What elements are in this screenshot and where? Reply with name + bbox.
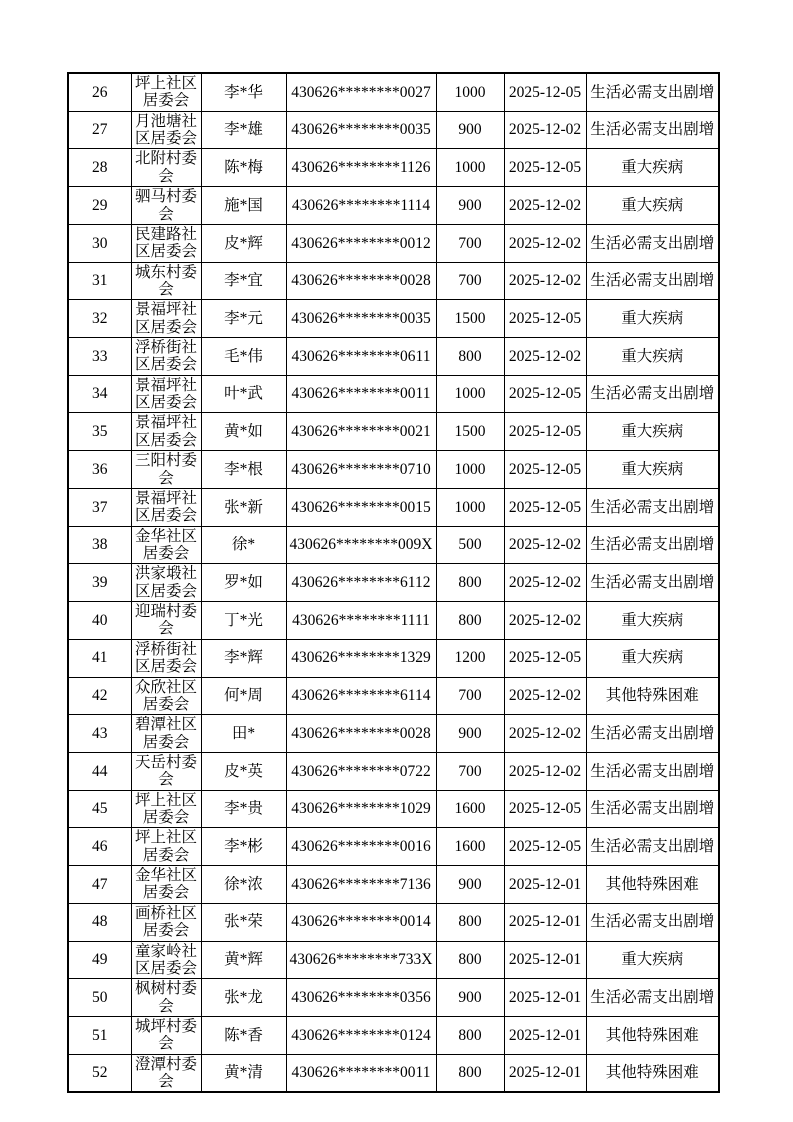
assistance-table — [67, 72, 720, 1093]
cell-serial-number: 42 — [68, 677, 131, 715]
cell-id-number: 430626********0710 — [286, 451, 436, 489]
cell-serial-number: 51 — [68, 1016, 131, 1054]
cell-person-name: 叶*武 — [201, 375, 286, 413]
cell-person-name: 皮*英 — [201, 752, 286, 790]
cell-serial-number: 32 — [68, 300, 131, 338]
cell-date: 2025-12-02 — [504, 262, 586, 300]
cell-serial-number: 40 — [68, 602, 131, 640]
cell-reason: 重大疾病 — [586, 639, 719, 677]
table-row — [68, 224, 719, 262]
cell-village-committee: 景福坪社区居委会 — [131, 413, 201, 451]
cell-amount: 700 — [436, 224, 504, 262]
cell-serial-number: 52 — [68, 1054, 131, 1092]
cell-village-committee: 金华社区居委会 — [131, 526, 201, 564]
cell-amount: 700 — [436, 262, 504, 300]
cell-village-committee: 坪上社区居委会 — [131, 790, 201, 828]
cell-date: 2025-12-02 — [504, 111, 586, 149]
cell-amount: 1000 — [436, 375, 504, 413]
cell-date: 2025-12-05 — [504, 790, 586, 828]
cell-date: 2025-12-01 — [504, 941, 586, 979]
cell-serial-number: 29 — [68, 187, 131, 225]
cell-date: 2025-12-05 — [504, 300, 586, 338]
cell-person-name: 黄*辉 — [201, 941, 286, 979]
cell-reason: 生活必需支出剧增 — [586, 752, 719, 790]
cell-village-committee: 景福坪社区居委会 — [131, 375, 201, 413]
cell-reason: 重大疾病 — [586, 338, 719, 376]
cell-amount: 900 — [436, 715, 504, 753]
table-row — [68, 979, 719, 1017]
cell-date: 2025-12-02 — [504, 338, 586, 376]
cell-serial-number: 47 — [68, 866, 131, 904]
cell-serial-number: 36 — [68, 451, 131, 489]
cell-serial-number: 37 — [68, 488, 131, 526]
cell-village-committee: 迎瑞村委会 — [131, 602, 201, 640]
cell-serial-number: 43 — [68, 715, 131, 753]
cell-amount: 1600 — [436, 790, 504, 828]
cell-reason: 生活必需支出剧增 — [586, 224, 719, 262]
cell-person-name: 李*根 — [201, 451, 286, 489]
cell-reason: 重大疾病 — [586, 451, 719, 489]
cell-amount: 900 — [436, 979, 504, 1017]
cell-id-number: 430626********0356 — [286, 979, 436, 1017]
table-row — [68, 715, 719, 753]
cell-amount: 1000 — [436, 451, 504, 489]
cell-village-committee: 城东村委会 — [131, 262, 201, 300]
cell-reason: 重大疾病 — [586, 300, 719, 338]
table-row — [68, 300, 719, 338]
cell-id-number: 430626********733X — [286, 941, 436, 979]
cell-amount: 900 — [436, 866, 504, 904]
cell-serial-number: 31 — [68, 262, 131, 300]
cell-date: 2025-12-01 — [504, 866, 586, 904]
table-row — [68, 111, 719, 149]
table-row — [68, 187, 719, 225]
assistance-table-body — [68, 73, 719, 1092]
cell-reason: 其他特殊困难 — [586, 677, 719, 715]
cell-amount: 800 — [436, 602, 504, 640]
cell-reason: 生活必需支出剧增 — [586, 526, 719, 564]
cell-village-committee: 景福坪社区居委会 — [131, 300, 201, 338]
cell-serial-number: 30 — [68, 224, 131, 262]
cell-village-committee: 城坪村委会 — [131, 1016, 201, 1054]
cell-id-number: 430626********7136 — [286, 866, 436, 904]
table-row — [68, 602, 719, 640]
cell-amount: 1000 — [436, 149, 504, 187]
cell-person-name: 徐*浓 — [201, 866, 286, 904]
cell-person-name: 陈*香 — [201, 1016, 286, 1054]
cell-village-committee: 金华社区居委会 — [131, 866, 201, 904]
cell-reason: 重大疾病 — [586, 941, 719, 979]
cell-person-name: 张*荣 — [201, 903, 286, 941]
cell-amount: 800 — [436, 941, 504, 979]
cell-village-committee: 天岳村委会 — [131, 752, 201, 790]
table-row — [68, 752, 719, 790]
cell-id-number: 430626********0015 — [286, 488, 436, 526]
cell-village-committee: 碧潭社区居委会 — [131, 715, 201, 753]
cell-reason: 重大疾病 — [586, 413, 719, 451]
cell-reason: 重大疾病 — [586, 602, 719, 640]
cell-amount: 800 — [436, 903, 504, 941]
cell-id-number: 430626********0722 — [286, 752, 436, 790]
cell-id-number: 430626********0012 — [286, 224, 436, 262]
cell-amount: 1000 — [436, 73, 504, 111]
cell-date: 2025-12-05 — [504, 149, 586, 187]
cell-person-name: 李*辉 — [201, 639, 286, 677]
cell-reason: 生活必需支出剧增 — [586, 262, 719, 300]
cell-date: 2025-12-05 — [504, 828, 586, 866]
cell-amount: 500 — [436, 526, 504, 564]
cell-serial-number: 48 — [68, 903, 131, 941]
cell-village-committee: 景福坪社区居委会 — [131, 488, 201, 526]
cell-reason: 生活必需支出剧增 — [586, 564, 719, 602]
table-row — [68, 677, 719, 715]
cell-village-committee: 洪家塅社区居委会 — [131, 564, 201, 602]
cell-reason: 其他特殊困难 — [586, 866, 719, 904]
cell-reason: 生活必需支出剧增 — [586, 111, 719, 149]
table-row — [68, 413, 719, 451]
cell-village-committee: 月池塘社区居委会 — [131, 111, 201, 149]
cell-person-name: 李*彬 — [201, 828, 286, 866]
cell-date: 2025-12-01 — [504, 979, 586, 1017]
cell-village-committee: 坪上社区居委会 — [131, 828, 201, 866]
cell-amount: 1200 — [436, 639, 504, 677]
cell-id-number: 430626********0035 — [286, 111, 436, 149]
cell-village-committee: 北附村委会 — [131, 149, 201, 187]
table-row — [68, 941, 719, 979]
cell-id-number: 430626********1114 — [286, 187, 436, 225]
cell-id-number: 430626********0028 — [286, 715, 436, 753]
cell-reason: 生活必需支出剧增 — [586, 903, 719, 941]
cell-serial-number: 41 — [68, 639, 131, 677]
cell-date: 2025-12-01 — [504, 1054, 586, 1092]
cell-id-number: 430626********0611 — [286, 338, 436, 376]
cell-person-name: 施*国 — [201, 187, 286, 225]
table-row — [68, 375, 719, 413]
cell-date: 2025-12-02 — [504, 715, 586, 753]
cell-amount: 800 — [436, 1054, 504, 1092]
cell-serial-number: 45 — [68, 790, 131, 828]
cell-date: 2025-12-02 — [504, 526, 586, 564]
cell-date: 2025-12-05 — [504, 73, 586, 111]
cell-serial-number: 26 — [68, 73, 131, 111]
cell-amount: 800 — [436, 564, 504, 602]
table-row — [68, 338, 719, 376]
cell-person-name: 田* — [201, 715, 286, 753]
table-row — [68, 639, 719, 677]
cell-date: 2025-12-02 — [504, 564, 586, 602]
cell-village-committee: 三阳村委会 — [131, 451, 201, 489]
cell-reason: 生活必需支出剧增 — [586, 375, 719, 413]
cell-serial-number: 38 — [68, 526, 131, 564]
cell-date: 2025-12-02 — [504, 752, 586, 790]
cell-village-committee: 童家岭社区居委会 — [131, 941, 201, 979]
cell-date: 2025-12-01 — [504, 1016, 586, 1054]
cell-reason: 重大疾病 — [586, 149, 719, 187]
cell-id-number: 430626********1329 — [286, 639, 436, 677]
table-row — [68, 262, 719, 300]
cell-id-number: 430626********0124 — [286, 1016, 436, 1054]
cell-amount: 1000 — [436, 488, 504, 526]
cell-id-number: 430626********0028 — [286, 262, 436, 300]
cell-serial-number: 50 — [68, 979, 131, 1017]
cell-date: 2025-12-05 — [504, 413, 586, 451]
cell-serial-number: 28 — [68, 149, 131, 187]
cell-date: 2025-12-02 — [504, 187, 586, 225]
cell-id-number: 430626********009X — [286, 526, 436, 564]
cell-amount: 1600 — [436, 828, 504, 866]
cell-person-name: 张*龙 — [201, 979, 286, 1017]
table-row — [68, 1054, 719, 1092]
cell-reason: 生活必需支出剧增 — [586, 828, 719, 866]
cell-person-name: 丁*光 — [201, 602, 286, 640]
cell-id-number: 430626********6114 — [286, 677, 436, 715]
cell-person-name: 陈*梅 — [201, 149, 286, 187]
table-row — [68, 564, 719, 602]
cell-serial-number: 35 — [68, 413, 131, 451]
cell-amount: 1500 — [436, 413, 504, 451]
cell-amount: 700 — [436, 677, 504, 715]
cell-serial-number: 33 — [68, 338, 131, 376]
cell-date: 2025-12-01 — [504, 903, 586, 941]
table-row — [68, 451, 719, 489]
cell-id-number: 430626********0035 — [286, 300, 436, 338]
cell-reason: 其他特殊困难 — [586, 1016, 719, 1054]
cell-village-committee: 民建路社区居委会 — [131, 224, 201, 262]
cell-id-number: 430626********1111 — [286, 602, 436, 640]
cell-person-name: 毛*伟 — [201, 338, 286, 376]
table-row — [68, 488, 719, 526]
cell-date: 2025-12-05 — [504, 488, 586, 526]
cell-amount: 700 — [436, 752, 504, 790]
cell-person-name: 张*新 — [201, 488, 286, 526]
cell-person-name: 黄*如 — [201, 413, 286, 451]
cell-village-committee: 枫树村委会 — [131, 979, 201, 1017]
cell-person-name: 李*贵 — [201, 790, 286, 828]
cell-serial-number: 34 — [68, 375, 131, 413]
cell-person-name: 李*华 — [201, 73, 286, 111]
cell-person-name: 罗*如 — [201, 564, 286, 602]
cell-reason: 生活必需支出剧增 — [586, 73, 719, 111]
table-row — [68, 828, 719, 866]
cell-amount: 800 — [436, 1016, 504, 1054]
cell-id-number: 430626********1029 — [286, 790, 436, 828]
cell-person-name: 徐* — [201, 526, 286, 564]
cell-id-number: 430626********0021 — [286, 413, 436, 451]
cell-person-name: 李*元 — [201, 300, 286, 338]
table-row — [68, 866, 719, 904]
cell-amount: 800 — [436, 338, 504, 376]
cell-reason: 重大疾病 — [586, 187, 719, 225]
cell-serial-number: 46 — [68, 828, 131, 866]
cell-reason: 生活必需支出剧增 — [586, 488, 719, 526]
table-row — [68, 903, 719, 941]
cell-serial-number: 27 — [68, 111, 131, 149]
cell-date: 2025-12-02 — [504, 224, 586, 262]
cell-village-committee: 坪上社区居委会 — [131, 73, 201, 111]
cell-id-number: 430626********0014 — [286, 903, 436, 941]
cell-person-name: 黄*清 — [201, 1054, 286, 1092]
table-row — [68, 149, 719, 187]
cell-village-committee: 画桥社区居委会 — [131, 903, 201, 941]
table-row — [68, 73, 719, 111]
cell-reason: 生活必需支出剧增 — [586, 979, 719, 1017]
cell-amount: 1500 — [436, 300, 504, 338]
cell-person-name: 李*宜 — [201, 262, 286, 300]
cell-serial-number: 39 — [68, 564, 131, 602]
cell-id-number: 430626********6112 — [286, 564, 436, 602]
cell-village-committee: 驷马村委会 — [131, 187, 201, 225]
cell-person-name: 李*雄 — [201, 111, 286, 149]
cell-village-committee: 澄潭村委会 — [131, 1054, 201, 1092]
cell-reason: 生活必需支出剧增 — [586, 790, 719, 828]
cell-id-number: 430626********0011 — [286, 375, 436, 413]
cell-id-number: 430626********0016 — [286, 828, 436, 866]
cell-date: 2025-12-02 — [504, 677, 586, 715]
cell-amount: 900 — [436, 187, 504, 225]
cell-date: 2025-12-05 — [504, 639, 586, 677]
cell-reason: 生活必需支出剧增 — [586, 715, 719, 753]
table-row — [68, 790, 719, 828]
cell-village-committee: 浮桥街社区居委会 — [131, 639, 201, 677]
table-row — [68, 526, 719, 564]
cell-person-name: 何*周 — [201, 677, 286, 715]
table-row — [68, 1016, 719, 1054]
cell-village-committee: 众欣社区居委会 — [131, 677, 201, 715]
cell-id-number: 430626********0011 — [286, 1054, 436, 1092]
cell-serial-number: 49 — [68, 941, 131, 979]
cell-village-committee: 浮桥街社区居委会 — [131, 338, 201, 376]
cell-amount: 900 — [436, 111, 504, 149]
cell-id-number: 430626********0027 — [286, 73, 436, 111]
cell-id-number: 430626********1126 — [286, 149, 436, 187]
cell-reason: 其他特殊困难 — [586, 1054, 719, 1092]
cell-date: 2025-12-02 — [504, 602, 586, 640]
cell-date: 2025-12-05 — [504, 451, 586, 489]
cell-person-name: 皮*辉 — [201, 224, 286, 262]
cell-date: 2025-12-05 — [504, 375, 586, 413]
cell-serial-number: 44 — [68, 752, 131, 790]
